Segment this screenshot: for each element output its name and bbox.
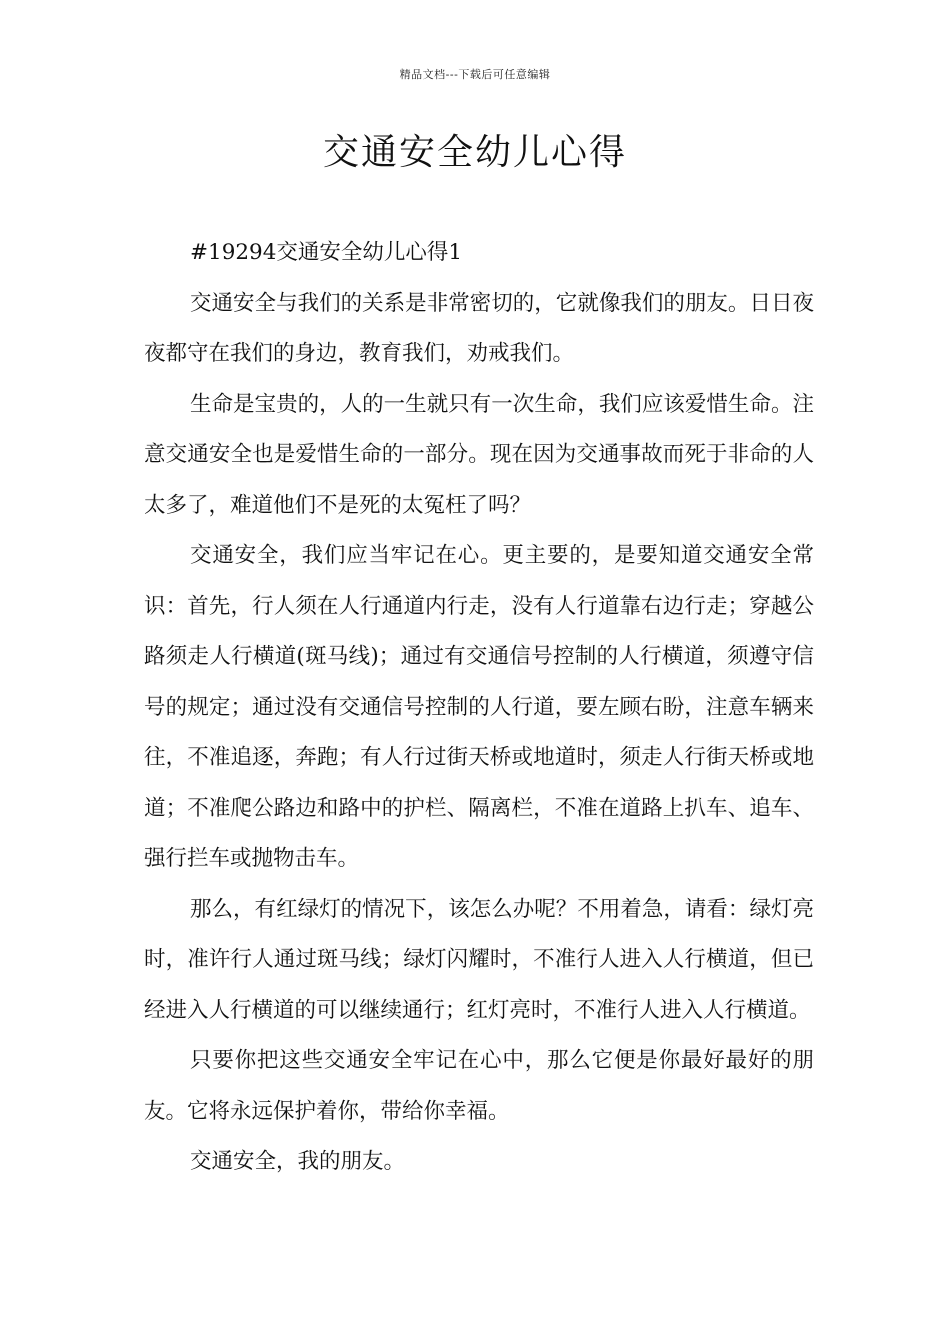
paragraph: 交通安全，我的朋友。 (190, 1149, 406, 1174)
paragraph: 生命是宝贵的，人的一生就只有一次生命，我们应该爱惜生命。注意交通安全也是爱惜生命的一部分。现在因为交通事故而死于非命的人太多了，难道他们不是死的太冤枉了吗？ (144, 391, 814, 518)
document-title: 交通安全幼儿心得 (322, 132, 627, 173)
paragraph-heading: #19294交通安全幼儿心得1 (190, 240, 463, 265)
paragraph: 交通安全，我们应当牢记在心。更主要的，是要知道交通安全常识：首先，行人须在人行通道内行走，没有人行道靠右边行走；穿越公路须走人行横道(斑马线)；通过有交通信号控制的人行横道，须遵守信号的规定；通过没有交通信号控制的人行道，要左顾右盼，注意车辆来往，不准追逐，奔跑；有人行过街天桥或地道时，须走人行街天桥或地道；不准爬公路边和路中的护栏、隔离栏，不准在道路上扒车、追车、强行拦车或抛物击车。 (144, 543, 814, 871)
paragraph: 只要你把这些交通安全牢记在心中，那么它便是你最好最好的朋友。它将永远保护着你，带给你幸福。 (144, 1048, 814, 1124)
paragraph: 交通安全与我们的关系是非常密切的，它就像我们的朋友。日日夜夜都守在我们的身边，教育我们，劝戒我们。 (144, 290, 814, 366)
document-body (144, 228, 814, 1188)
paragraph: 那么，有红绿灯的情况下，该怎么办呢？不用着急，请看：绿灯亮时，准许行人通过斑马线；绿灯闪耀时，不准行人进入人行横道，但已经进入人行横道的可以继续通行；红灯亮时，不准行人进入人行横道。 (144, 896, 814, 1023)
header-note: 精品文档---下载后可任意编辑 (399, 68, 551, 81)
